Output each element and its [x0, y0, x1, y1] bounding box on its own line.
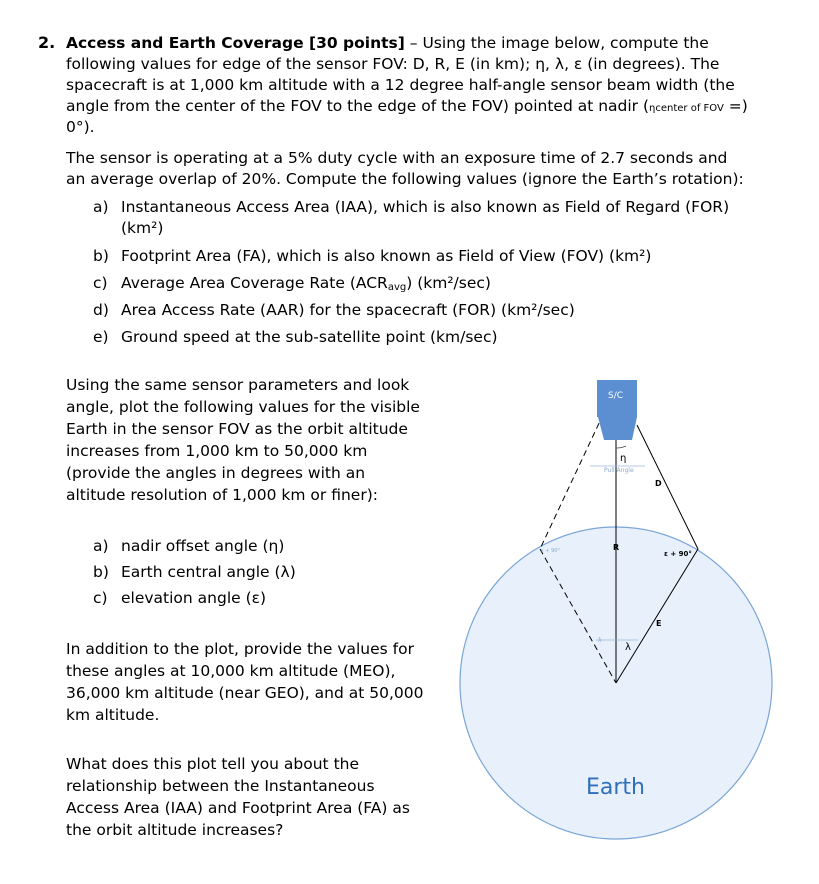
plot-item-text: Earth central angle (λ) [121, 563, 296, 581]
question-number: 2. [38, 33, 56, 52]
eta-arc [616, 446, 626, 448]
list-item-text: Instantaneous Access Area (IAA), which is also known as Field of Regard (FOR) [121, 198, 730, 216]
eta-label: η [620, 453, 627, 464]
pull-angle-label: Pull Angle [604, 467, 634, 474]
eps90-label: ε + 90° [664, 550, 692, 558]
list-item-text: (km²) [121, 219, 164, 237]
plot-line: (provide the angles in degrees with an [66, 464, 366, 482]
plot-item-label: c) [93, 589, 108, 607]
eta-center-label: ηcenter of FOV [649, 103, 724, 114]
plot-line: Using the same sensor parameters and look [66, 376, 410, 394]
question-intro-line-2: following values for edge of the sensor FOV: D, R, E (in km); η, λ, ε (in degrees). The [66, 55, 720, 73]
values-line: km altitude. [66, 706, 160, 724]
earth-label: Earth [586, 775, 645, 800]
sc-label: S/C [608, 391, 624, 401]
list-item-text: Average Area Coverage Rate $(ACR_{avg})$ (km²/sec) [121, 274, 491, 293]
list-item-text: Area Access Rate (AAR) for the spacecraft (FOR) (km²/sec) [121, 301, 575, 319]
plot-item-label: a) [93, 537, 109, 555]
final-line: the orbit altitude increases? [66, 821, 284, 839]
eps90-left-label: ε + 90° [541, 548, 560, 554]
plot-line: Earth in the sensor FOV as the orbit altitude [66, 420, 408, 438]
final-line: relationship between the Instantaneous [66, 777, 375, 795]
values-line: In addition to the plot, provide the values for [66, 640, 414, 658]
question-intro-line-3: spacecraft is at 1,000 km altitude with a 12 degree half-angle sensor beam width (the [66, 76, 735, 94]
list-item-label: e) [93, 328, 109, 346]
e-label: E [656, 619, 662, 628]
duty-line-2: an average overlap of 20%. Compute the following values (ignore the Earth’s rotation): [66, 170, 744, 188]
plot-line: increases from 1,000 km to 50,000 km [66, 442, 368, 460]
question-intro-line-5: 0°). [66, 118, 95, 136]
plot-item-label: b) [93, 563, 109, 581]
question-intro-line-4: angle from the center of the FOV to the edge of the FOV) pointed at nadir (ηcenter of FOV =) [66, 97, 748, 115]
lambda-label: λ [625, 642, 631, 653]
plot-line: angle, plot the following values for the visible [66, 398, 420, 416]
plot-line: altitude resolution of 1,000 km or finer): [66, 486, 378, 504]
d-label: D [655, 479, 662, 488]
list-item-text: Footprint Area (FA), which is also known as Field of View (FOV) (km²) [121, 247, 652, 265]
final-line: Access Area (IAA) and Footprint Area (FA) as [66, 799, 410, 817]
question-intro-line-1: Access and Earth Coverage [30 points] – Using the image below, compute the [66, 34, 709, 52]
duty-line-1: The sensor is operating at a 5% duty cycle with an exposure time of 2.7 seconds and [66, 149, 728, 167]
plot-item-text: nadir offset angle (η) [121, 537, 285, 555]
values-line: these angles at 10,000 km altitude (MEO), [66, 662, 396, 680]
list-item-label: d) [93, 301, 109, 319]
values-line: 36,000 km altitude (near GEO), and at 50,000 [66, 684, 424, 702]
question-title: Access and Earth Coverage [30 points] [66, 34, 405, 52]
list-item-label: a) [93, 198, 109, 216]
plot-item-text: elevation angle (ε) [121, 589, 267, 607]
list-item-text: Ground speed at the sub-satellite point (km/sec) [121, 328, 498, 346]
list-item-label: c) [93, 274, 108, 292]
sensor-beam [598, 417, 637, 440]
final-line: What does this plot tell you about the [66, 755, 360, 773]
list-item-label: b) [93, 247, 109, 265]
lambda-small-label: λ [598, 637, 602, 644]
r-label: R [613, 543, 620, 552]
